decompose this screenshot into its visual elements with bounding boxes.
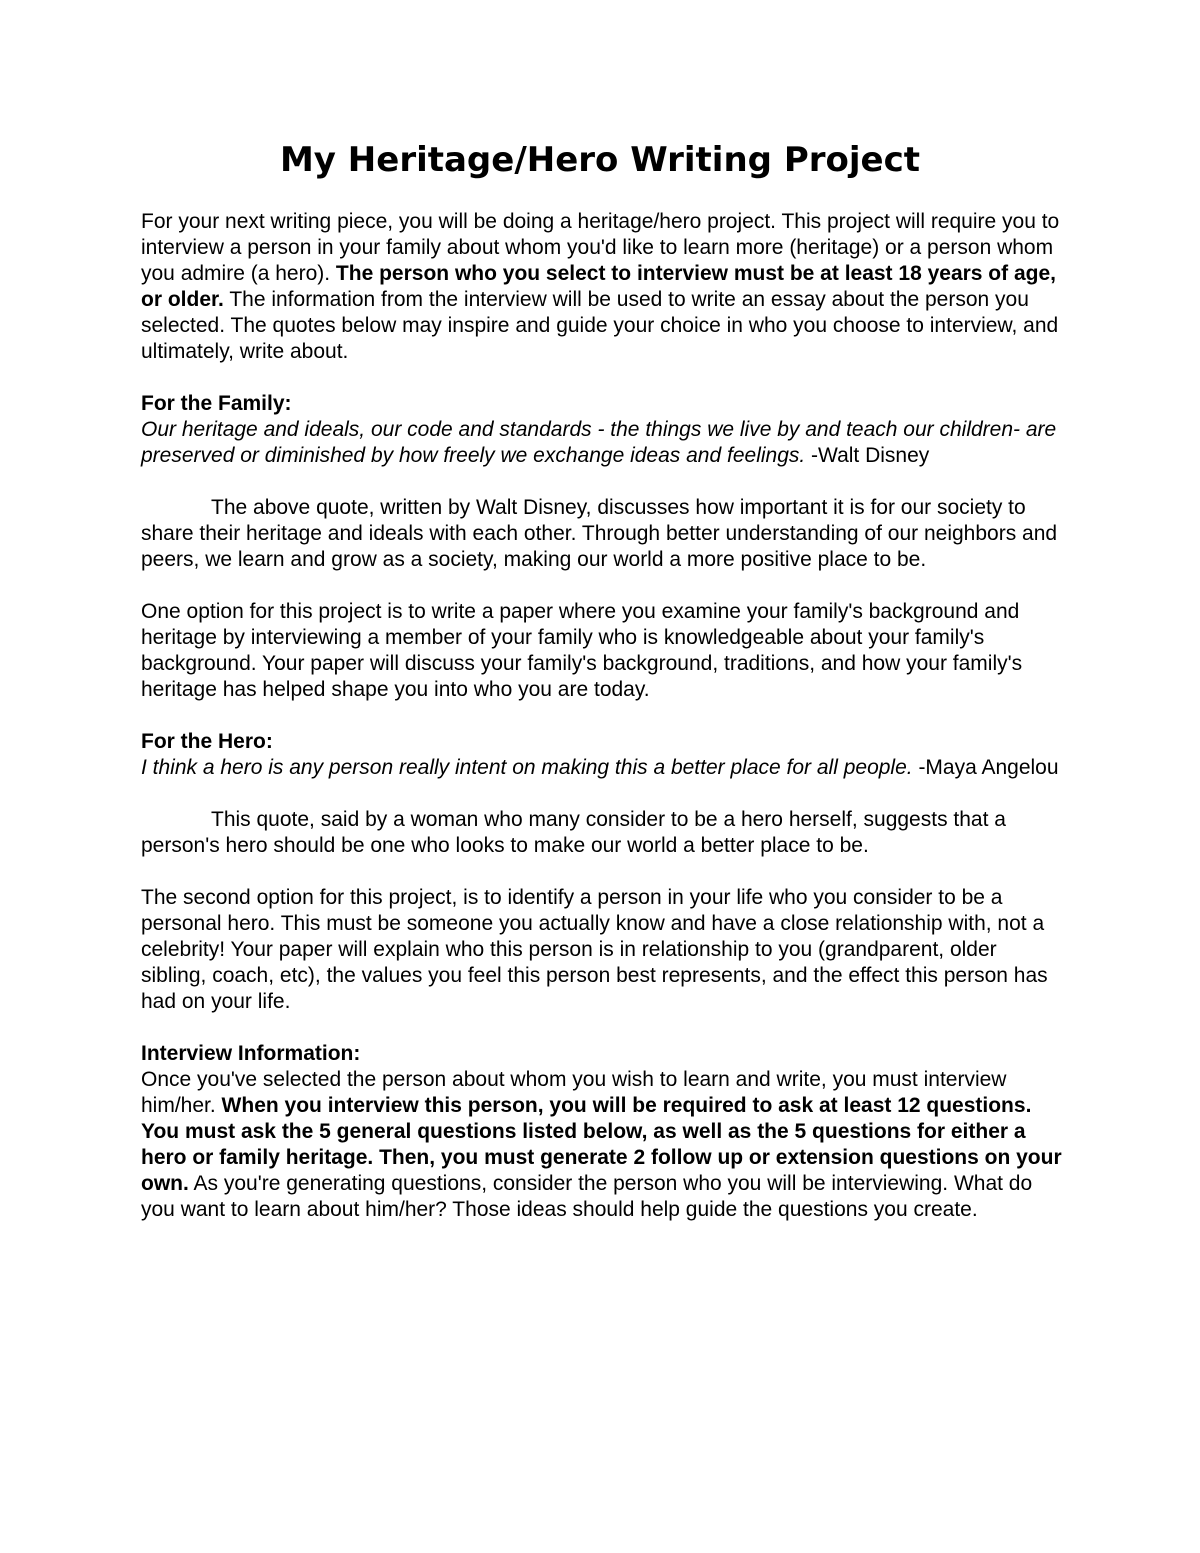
interview-text-1: Once you've selected the person about whom you wish to learn and write, you must interview him/her.	[141, 1068, 1007, 1117]
family-option: One option for this project is to write a paper where you examine your family's background and heritage by interviewing a member of your family who is knowledgeable about your family's background. Your paper will discuss your family's background, traditions, and how your family's heritage has helped shape you into who you are today.	[141, 600, 1023, 701]
spacer	[141, 365, 1066, 391]
hero-quote-paragraph	[141, 755, 1066, 781]
spacer	[141, 859, 1066, 885]
spacer	[141, 573, 1066, 599]
family-quote: Our heritage and ideals, our code and standards - the things we live by and teach our children- are preserved or diminished by how freely we exchange ideas and feelings.	[141, 418, 1057, 467]
interview-paragraph	[141, 1067, 1066, 1223]
interview-text-2: As you're generating questions, consider the person who you will be interviewing. What do you want to learn about him/her? Those ideas should help guide the questions you create.	[141, 1172, 1033, 1221]
document-body	[141, 209, 1066, 1223]
spacer	[141, 781, 1066, 807]
family-heading: For the Family:	[141, 392, 292, 415]
family-quote-attribution: -Walt Disney	[805, 444, 930, 467]
intro-text-2: The information from the interview will be used to write an essay about the person you selected. The quotes below may inspire and guide your choice in who you choose to interview, and ultimately, write about.	[141, 288, 1059, 363]
intro-paragraph	[141, 209, 1066, 365]
page-title: My Heritage/Hero Writing Project	[279, 140, 921, 180]
spacer	[141, 703, 1066, 729]
intro-text-1: For your next writing piece, you will be doing a heritage/hero project. This project will require you to interview a person in your family about whom you'd like to learn more (heritage) or a person whom you admire (a hero).	[141, 210, 1060, 285]
intro-age-requirement: The person who you select to interview must be at least 18 years of age, or older.	[141, 262, 1056, 311]
hero-explanation: This quote, said by a woman who many consider to be a hero herself, suggests that a person's hero should be one who looks to make our world a better place to be.	[141, 808, 1006, 857]
hero-heading: For the Hero:	[141, 730, 273, 753]
hero-quote: I think a hero is any person really intent on making this a better place for all people.	[141, 756, 913, 779]
spacer	[141, 1015, 1066, 1041]
family-quote-paragraph	[141, 417, 1066, 469]
hero-quote-attribution: -Maya Angelou	[912, 756, 1059, 779]
hero-option: The second option for this project, is to identify a person in your life who you consider to be a personal hero. This must be someone you actually know and have a close relationship with, not a celebrity! Your paper will explain who this person is in relationship to you (grandparent, older sibling, coach, etc), the values you feel this person best represents, and the effect this person has had on your life.	[141, 886, 1048, 1013]
interview-requirements: When you interview this person, you will be required to ask at least 12 questions. You must ask the 5 general questions listed below, as well as the 5 questions for either a hero or family heritage. Then, you must generate 2 follow up or extension questions on your own.	[141, 1094, 1062, 1195]
interview-heading: Interview Information:	[141, 1042, 361, 1065]
spacer	[141, 469, 1066, 495]
family-explanation: The above quote, written by Walt Disney, discusses how important it is for our society to share their heritage and ideals with each other. Through better understanding of our neighbors and peers, we learn and grow as a society, making our world a more positive place to be.	[141, 496, 1058, 571]
